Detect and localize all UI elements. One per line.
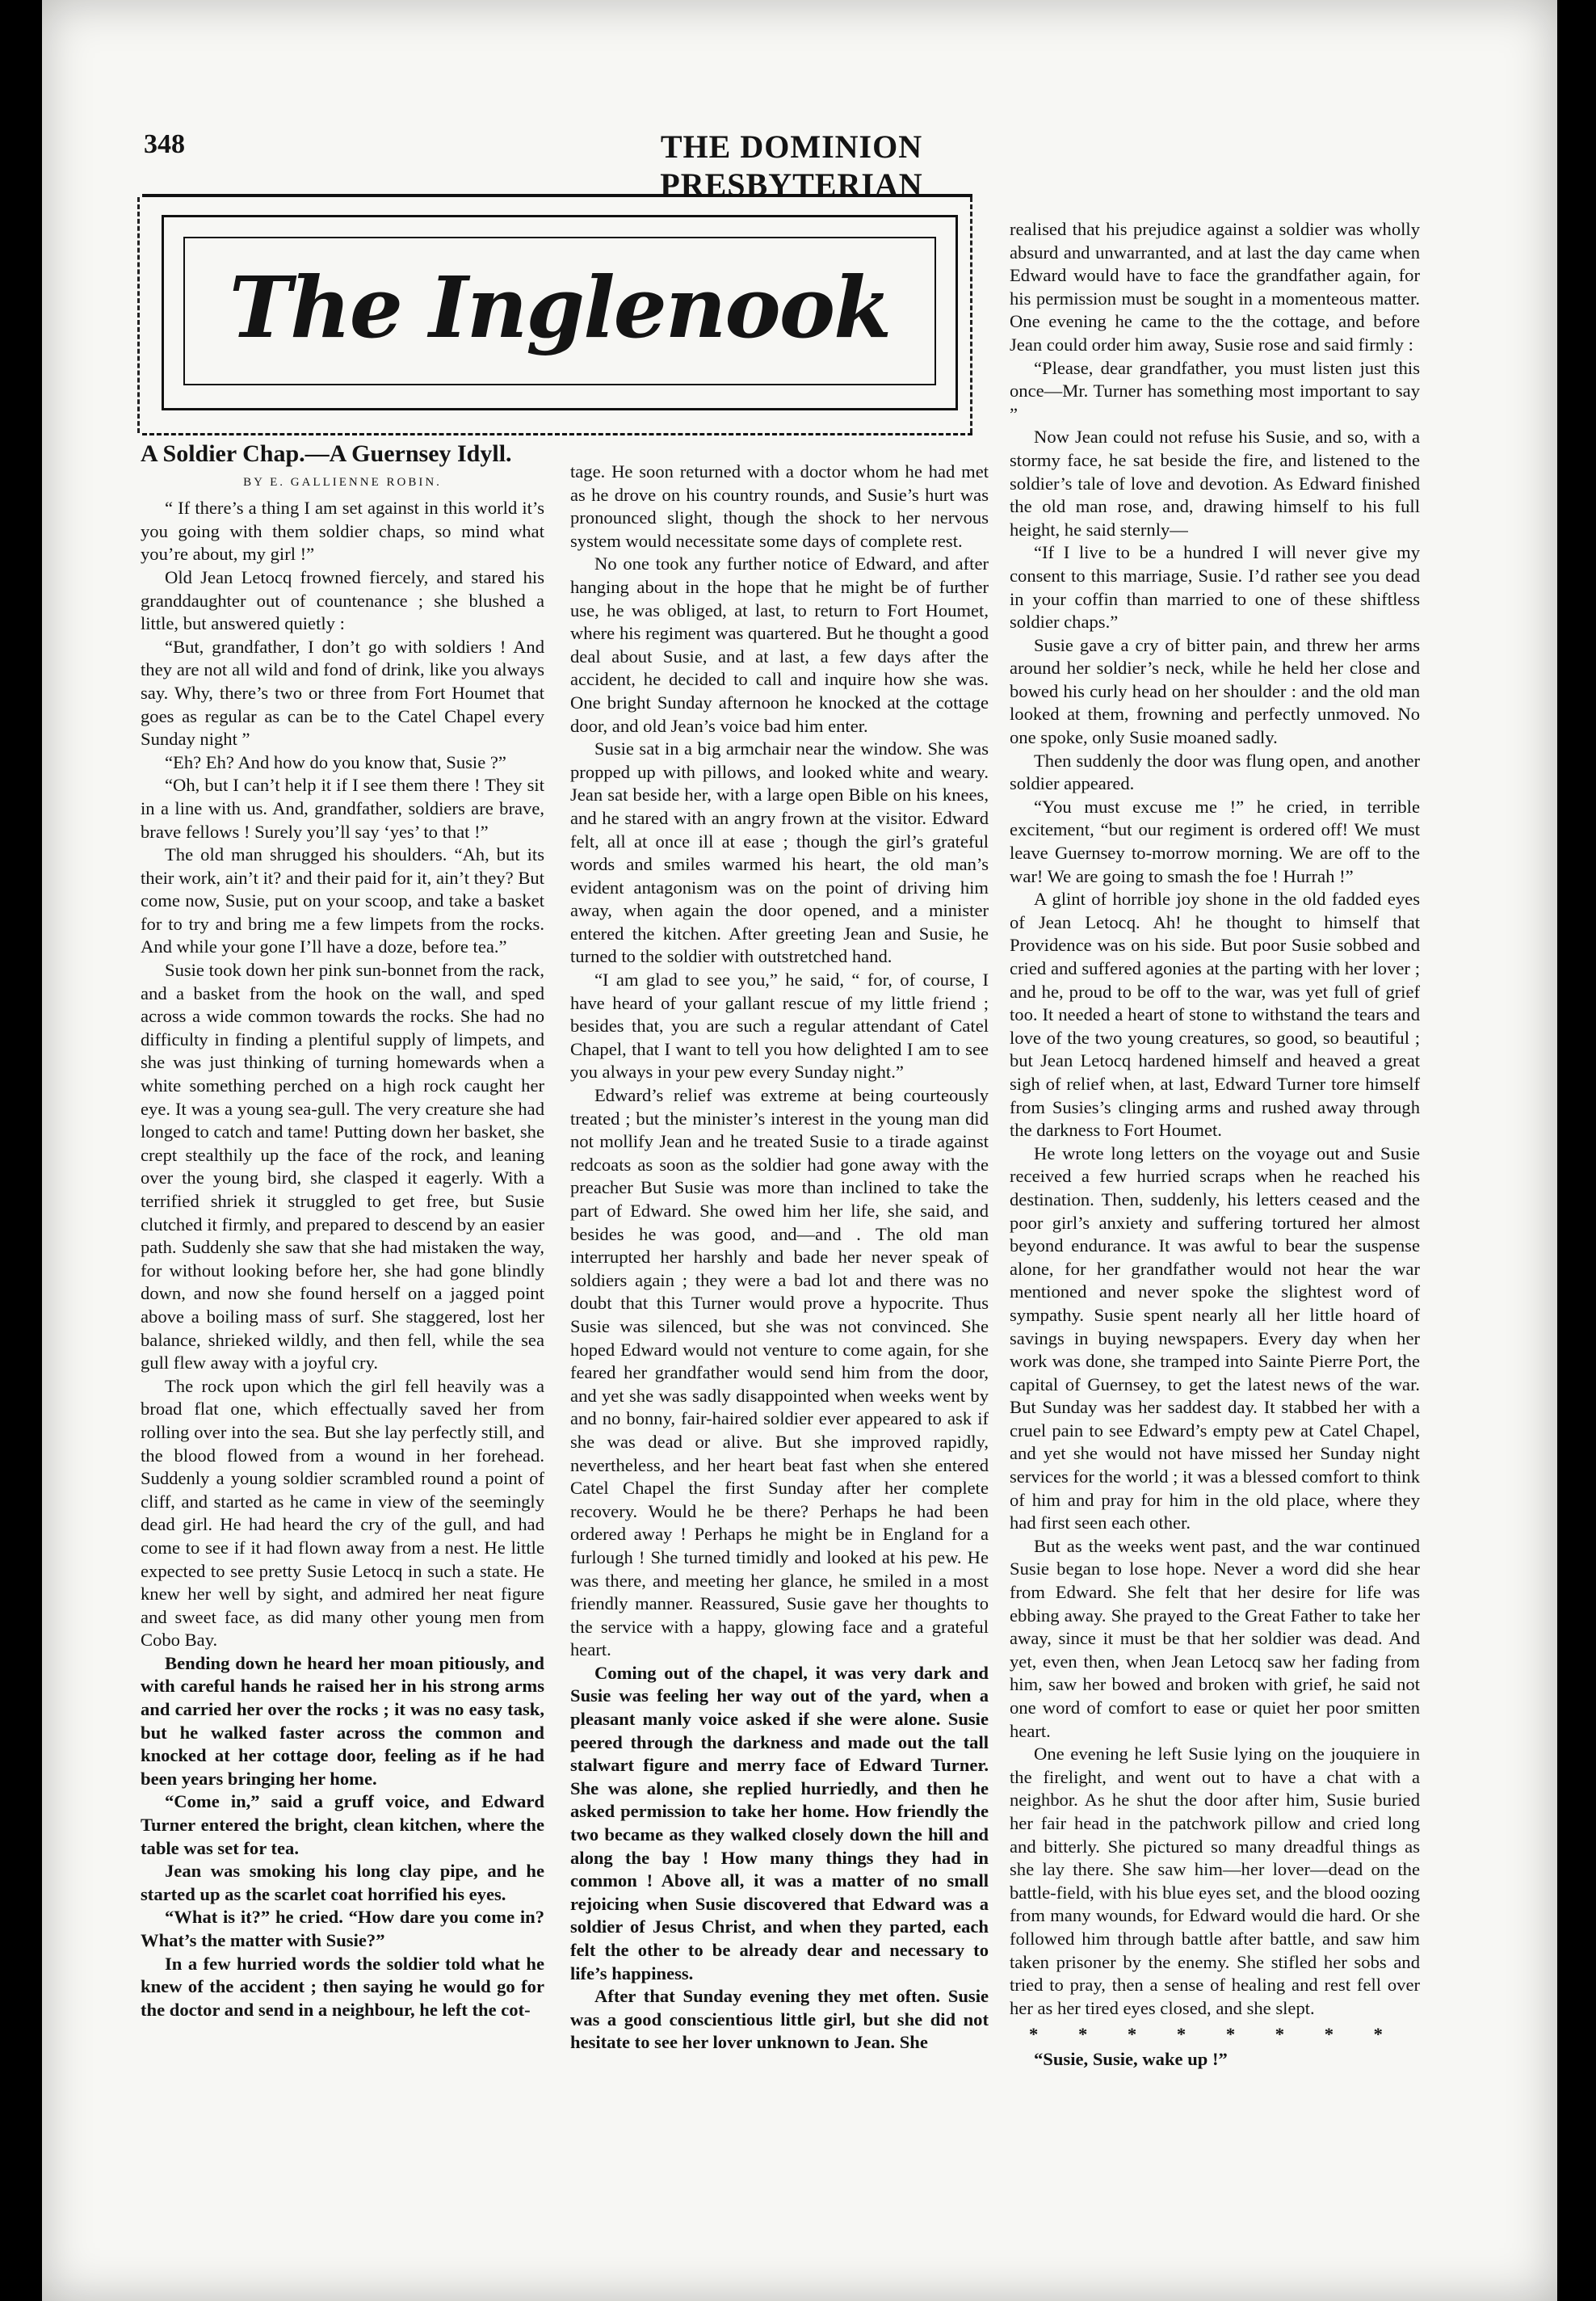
section-break-ornament: * * * * * * * * bbox=[1029, 2024, 1401, 2045]
paragraph: Old Jean Letocq frowned fiercely, and stared his granddaughter out of countenance ; she blushed a little, but answered quietly : bbox=[141, 566, 544, 634]
paragraph: The rock upon which the girl fell heavily was a broad flat one, which effectually saved her from rolling over into the sea. But she lay perfectly still, and the blood flowed from a wound in her forehead. Suddenly a young soldier scrambled round a point of cliff, and started as he came in view of the seemingly dead girl. He had heard the cry of the gull, and had come to see if it had flown away from a nest. He little expected to see pretty Susie Letocq in such a state. He knew her well by sight, and admired her neat figure and sweet face, as did many other young men from Cobo Bay. bbox=[141, 1375, 544, 1651]
paragraph: In a few hurried words the soldier told what he knew of the accident ; then saying he would go for the doctor and send in a neighbour, he left the cot- bbox=[141, 1953, 544, 2020]
paragraph: Jean was smoking his long clay pipe, and he started up as the scarlet coat horrified his eyes. bbox=[141, 1861, 544, 1904]
column-2 bbox=[570, 461, 989, 2055]
column-2-body bbox=[570, 461, 989, 2055]
paragraph: “You must excuse me !” he cried, in terrible excitement, “but our regiment is ordered off! We must leave Guernsey to-morrow morning. We are off to the war! We are going to smash the foe ! Hurrah !” bbox=[1010, 796, 1420, 886]
paragraph: Coming out of the chapel, it was very dark and Susie was feeling her way out of the yard, when a pleasant manly voice asked if she were alone. Susie peered through the darkness and made out the tall stalwart figure and merry face of Edward Turner. She was alone, she replied hurriedly, and then he asked permission to take her home. How friendly the two became as they walked closely down the hill and along the bay ! How many things they had in common ! Above all, it was a matter of no small rejoicing when Susie discovered that Edward was a soldier of Jesus Christ, and when they parted, each felt the other to be already dear and necessary to life’s happiness. bbox=[570, 1662, 989, 1983]
paragraph: The old man shrugged his shoulders. “Ah, but its their work, ain’t it? and their paid for it, ain’t they? But come now, Susie, put on your scoop, and take a basket for to try and bring me a few limpets from the rocks. And while your gone I’ll have a doze, before tea.” bbox=[141, 844, 544, 957]
paragraph: But as the weeks went past, and the war continued Susie began to lose hope. Never a word did she hear from Edward. She felt that her desire for life was ebbing away. She prayed to the Great Father to take her away, since it must be that her soldier was dead. And yet, even then, when Jean Letocq saw her fading from him, saw her bowed and broken with grief, he said not one word of comfort to ease or quiet her poor smitten heart. bbox=[1010, 1535, 1420, 1741]
paragraph: “If I live to be a hundred I will never give my consent to this marriage, Susie. I’d rather see you dead in your coffin than married to one of these shiftless soldier chaps.” bbox=[1010, 542, 1420, 633]
paragraph: “I am glad to see you,” he said, “ for, of course, I have heard of your gallant rescue of my little friend ; besides that, you are such a regular attendant of Catel Chapel, that I want to tell you how delighted I am to see you always in your pew every Sunday night.” bbox=[570, 970, 989, 1083]
article-byline: BY E. GALLIENNE ROBIN. bbox=[243, 475, 442, 489]
paragraph: “ If there’s a thing I am set against in this world it’s you going with them soldier chaps, so mind what you’re about, my girl !” bbox=[141, 498, 544, 565]
masthead-title: THE DOMINION PRESBYTERIAN bbox=[660, 128, 923, 203]
paragraph: “Come in,” said a gruff voice, and Edward Turner entered the bright, clean kitchen, where the table was set for tea. bbox=[141, 1791, 544, 1858]
column-1-body bbox=[141, 497, 544, 2021]
column-1 bbox=[141, 440, 544, 2021]
paragraph: Edward’s relief was extreme at being courteously treated ; but the minister’s interest in the young man did not mollify Jean and he treated Susie to a tirade against redcoats as soon as the soldier had gone away with the preacher But Susie was more than inclined to take the part of Edward. She owed him her life, she said, and besides he was good, and—and . The old man interrupted her harshly and bade her never speak of soldiers again ; they were a bad lot and there was no doubt that this Turner would prove a hypocrite. Thus Susie was silenced, but she was not convinced. She hoped Edward would not venture to come again, for she feared her grandfather would send him from the door, and yet she was sadly disappointed when weeks went by and no bonny, fair-haired soldier ever appeared to ask if she was dead or alive. But she improved rapidly, nevertheless, and her heart beat fast when she entered Catel Chapel the first Sunday after her complete recovery. Would he be there? Perhaps he had been ordered away ! Perhaps he might be in England for a furlough ! She turned timidly and looked at his pew. He was there, and meeting her glance, he smiled in a most friendly manner. Reassured, Susie gave her thoughts to the service with a happy, glowing face and a grateful heart. bbox=[570, 1085, 989, 1660]
column-3-body bbox=[1010, 218, 1420, 2020]
paragraph: “Eh? Eh? And how do you know that, Susie ?” bbox=[165, 751, 506, 772]
paragraph: After that Sunday evening they met often. Susie was a good conscientious little girl, but she did not hesitate to see her lover unknown to Jean. She bbox=[570, 1986, 989, 2053]
paragraph: Bending down he heard her moan pitiously, and with careful hands he raised her in his strong arms and carried her over the rocks ; it was no easy task, but he walked faster across the common and knocked at her cottage door, feeling as if he had been years bringing her home. bbox=[141, 1652, 544, 1789]
paragraph: A glint of horrible joy shone in the old fadded eyes of Jean Letocq. Ah! he thought to himself that Providence was on his side. But poor Susie sobbed and cried and suffered agonies at the parting with her lover ; and he, proud to be off to the war, was yet full of grief too. It needed a heart of stone to withstand the tears and love of the two young creatures, so good, so beautiful ; but Jean Letocq hardened himself and heaved a great sigh of relief when, at last, Edward Turner tore himself from Susies’s clinging arms and rushed away through the darkness to Fort Houmet. bbox=[1010, 889, 1420, 1141]
paragraph: “But, grandfather, I don’t go with soldiers ! And they are not all wild and fond of drink, like you always say. Why, there’s two or three from Fort Houmet that goes as regular as can be to the Catel Chapel every Sunday night ” bbox=[141, 636, 544, 750]
article-title: A Soldier Chap.—A Guernsey Idyll. bbox=[141, 440, 512, 467]
paragraph: “What is it?” he cried. “How dare you come in? What’s the matter with Susie?” bbox=[141, 1907, 544, 1950]
banner-box bbox=[162, 215, 958, 410]
closing-line: “Susie, Susie, wake up !” bbox=[1034, 2048, 1228, 2069]
paragraph: Then suddenly the door was flung open, and another soldier appeared. bbox=[1010, 750, 1420, 794]
page-number: 348 bbox=[144, 129, 185, 159]
paragraph: No one took any further notice of Edward, and after hanging about in the hope that he might be of further use, he was obliged, at last, to return to Fort Houmet, where his regiment was quartered. But he thought a good deal about Susie, and at last, a few days after the accident, he decided to call and inquire how she was. One bright Sunday afternoon he knocked at the cottage door, and old Jean’s voice bad him enter. bbox=[570, 553, 989, 736]
paragraph: Susie took down her pink sun-bonnet from the rack, and a basket from the hook on the wall, and sped across a wide common towards the rocks. She had no difficulty in finding a plentiful supply of limpets, and she was just thinking of turning homewards when a white something perched on a high rock caught her eye. It was a young sea-gull. The very creature she had longed to catch and tame! Putting down her basket, she crept stealthily up the face of the rock, and leaning over the young bird, she clasped it eagerly. With a terrified shriek it struggled to get free, but Susie clutched it firmly, and prepared to descend by an easier path. Suddenly she saw that she had mistaken the way, for without looking before her, she had gone blindly down, and now she found herself on a jagged point above a boiling mass of surf. She staggered, lost her balance, shrieked wildly, and then fell, while the sea gull flew away with a joyful cry. bbox=[141, 960, 544, 1373]
column-3 bbox=[1010, 218, 1420, 2072]
paragraph: Susie sat in a big armchair near the window. She was propped up with pillows, and looked white and weary. Jean sat beside her, with a large open Bible on his knees, and he stared with an angry frown at the visitor. Edward felt, all at once ill at ease ; though the girl’s grateful words and smiles warmed his heart, the old man’s evident antagonism was on the point of driving him away, when again the door opened, and a minister entered the kitchen. After greeting Jean and Susie, he turned to the soldier with outstretched hand. bbox=[570, 738, 989, 967]
paragraph: tage. He soon returned with a doctor whom he had met as he drove on his country rounds, and Susie’s hurt was pronounced slight, though the shock to her nervous system would necessitate some days of complete rest. bbox=[570, 461, 989, 551]
paragraph: Now Jean could not refuse his Susie, and so, with a stormy face, he sat beside the fire, and listened to the soldier’s tale of love and devotion. As Edward finished the old man rose, and, drawing himself to his full height, he said sternly— bbox=[1010, 427, 1420, 540]
paragraph: “Please, dear grandfather, you must listen just this once—Mr. Turner has something most important to say ” bbox=[1010, 357, 1420, 424]
paragraph: One evening he left Susie lying on the jouquiere in the firelight, and went out to have a chat with a neighbor. As he shut the door after him, Susie buried her fair head in the patchwork pillow and cried long and bitterly. She pictured so many dreadful things as she lay there. She saw him—her lover—dead on the battle-field, with his blue eyes set, and the blood oozing from many wounds, for Edward would die hard. Or she followed him through battle after battle, and saw him taken prisoner by the enemy. She stifled her sobs and tried to pray, then a sense of healing and rest fell over her as her tired eyes closed, and she slept. bbox=[1010, 1744, 1420, 2018]
paragraph: He wrote long letters on the voyage out and Susie received a few hurried scraps when he reached his destination. Then, suddenly, his letters ceased and the poor girl’s anxiety and suffering tortured her almost beyond endurance. It was awful to bear the suspense alone, for her grandfather would not hear the war mentioned and never spoke the slightest word of sympathy. Susie spent nearly all her little hoard of savings in buying newspapers. Every day when her work was done, she tramped into Sainte Pierre Port, the capital of Guernsey, to get the latest news of the war. But Sunday was her saddest day. It stabbed her with a cruel pain to see Edward’s empty pew at Catel Chapel, and yet she would not have missed her Sunday night services for the world ; it was a blessed comfort to think of him and pray for him in the old place, where they had first seen each other. bbox=[1010, 1142, 1420, 1533]
section-title: The Inglenook bbox=[229, 258, 891, 357]
paragraph: Susie gave a cry of bitter pain, and threw her arms around her soldier’s neck, while he held her close and bowed his curly head on her shoulder : and the old man looked at them, frowning and perfectly unmoved. No one spoke, only Susie moaned sadly. bbox=[1010, 634, 1420, 748]
paragraph: realised that his prejudice against a soldier was wholly absurd and unwarranted, and at last the day came when Edward would have to face the grandfather again, for his permission must be sought in a momenteous matter. One evening he came to the the cottage, and before Jean could order him away, Susie rose and said firmly : bbox=[1010, 219, 1420, 355]
paragraph: “Oh, but I can’t help it if I see them there ! They sit in a line with us. And, grandfather, soldiers are brave, brave fellows ! Surely you’ll say ‘yes’ to that !” bbox=[141, 775, 544, 842]
